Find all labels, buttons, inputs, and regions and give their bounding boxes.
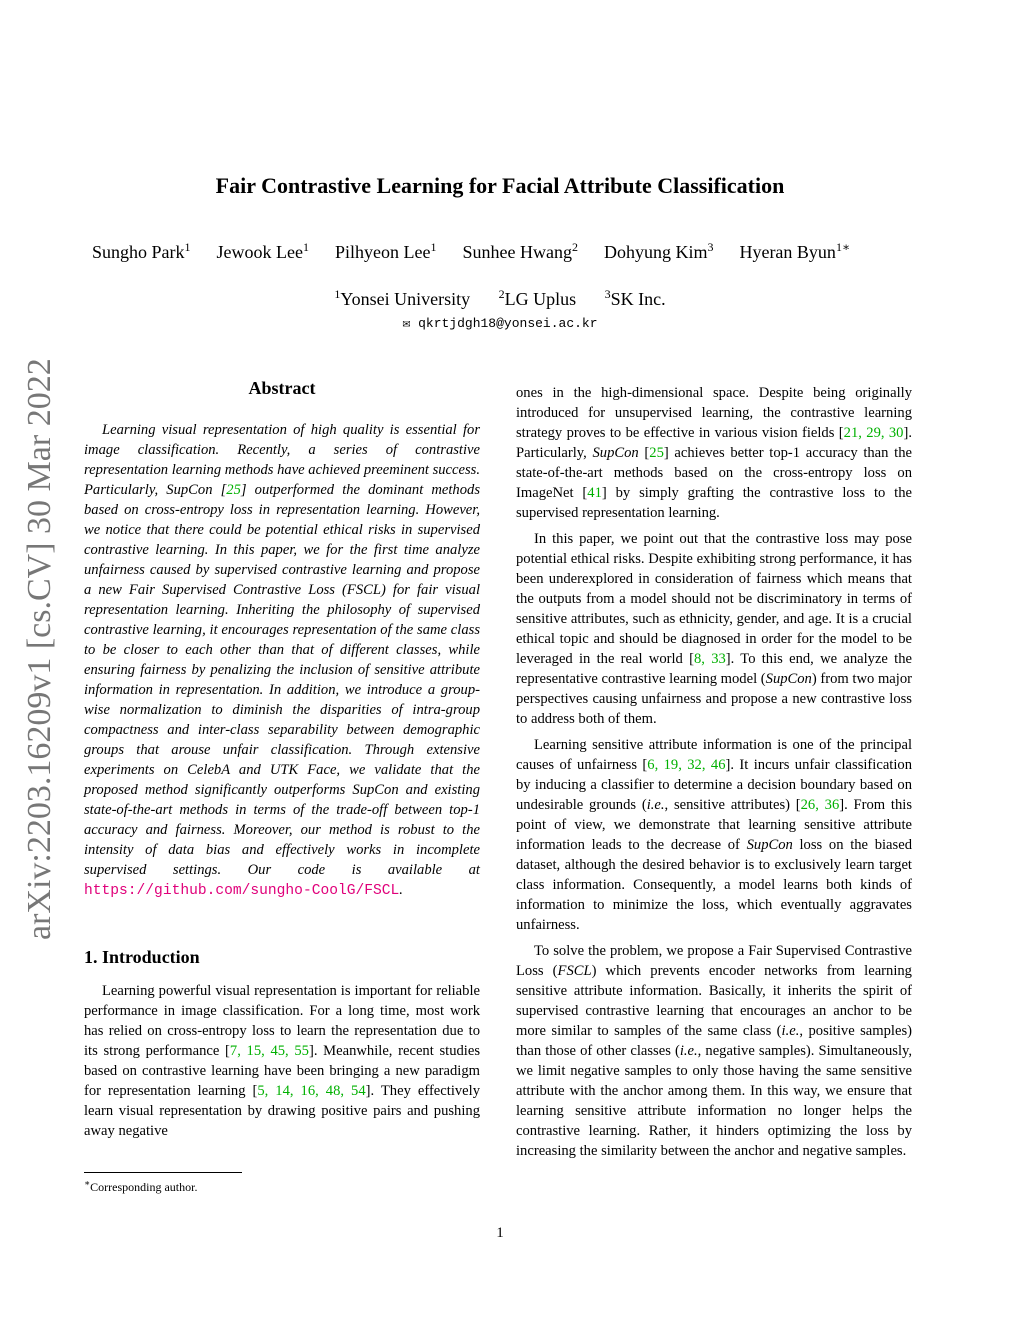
citation-link[interactable]: 26, 36 xyxy=(800,797,840,813)
body-paragraph: ones in the high-dimensional space. Despite being originally introduced for unsupervised learning, the contrastive learning strategy proves to be effective in various vision fields [21, 29, 30]. Particularly, SupCon [25] achieves better top-1 accuracy than the state-of-the-art methods based on the cross-entropy loss on ImageNet [41] by simply grafting the contrastive loss to the supervised representation learning. xyxy=(516,385,912,521)
section-heading-introduction: 1. Introduction xyxy=(84,947,200,967)
author: Hyeran Byun$^{1∗}$ xyxy=(739,240,851,262)
footnote-rule xyxy=(84,1172,242,1173)
author: Sunhee Hwang$^2$ xyxy=(462,240,578,262)
citation-link[interactable]: 8, 33 xyxy=(693,651,726,667)
citation-link[interactable]: 25 xyxy=(226,482,241,498)
affiliation: $^2$LG Uplus xyxy=(498,287,577,309)
citation-link[interactable]: 6, 19, 32, 46 xyxy=(647,757,726,773)
intro-paragraph: Learning powerful visual representation is important for reliable performance in image classification. For a long time, most work has relied on cross-entropy loss to learn the representation due to its strong performance [7, 15, 45, 55]. Meanwhile, recent studies based on contrastive learning have been bringing a new paradigm for representation learning [5, 14, 16, 48, 54]. They effectively learn visual representation by drawing positive pairs and pushing away negative xyxy=(84,983,480,1139)
abstract-heading: Abstract xyxy=(248,378,316,398)
contact-email[interactable]: ✉ qkrtjdgh18@yonsei.ac.kr xyxy=(402,316,598,331)
author-list xyxy=(92,240,932,263)
page-number: 1 xyxy=(496,1225,504,1241)
body-paragraph: To solve the problem, we propose a Fair Supervised Contrastive Loss (FSCL) which prevents encoder networks from learning sensitive attribute information. Basically, it inherits the spirit of supervised contrastive learning that encourages an anchor to be more similar to samples of the same class (i.e., positive samples) than those of other classes (i.e., negative samples). Simultaneously, we limit negative samples to only those having the same sensitive attribute with the anchor among them. In this way, we ensure that learning sensitive attribute information no longer helps the contrastive learning. Rather, it hinders optimizing the loss by increasing the similarity between the anchor and negative samples. xyxy=(516,943,912,1159)
code-url-link[interactable]: https://github.com/sungho-CoolG/FSCL xyxy=(84,883,400,899)
citation-link[interactable]: 5, 14, 16, 48, 54 xyxy=(257,1083,366,1099)
abstract-text: Learning visual representation of high quality is essential for image classification. Recently, a series of contrastive representation learning methods have achieved preeminent success. Particularly, SupCon [25] outperformed the dominant methods based on cross-entropy loss in representation learning. However, we notice that there could be potential ethical risks in supervised contrastive learning. In this paper, we for the first time analyze unfairness caused by supervised contrastive learning and propose a new Fair Supervised Contrastive Loss (FSCL) for fair visual representation learning. Inheriting the philosophy of supervised contrastive learning, it encourages representation of the same class to be closer to each other than that of different classes, while ensuring fairness by penalizing the inclusion of sensitive attribute information in representation. In addition, we introduce a group-wise normalization to diminish the disparities of intra-group compactness and inter-class separability between demographic groups that arouse unfair classification. Through extensive experiments on CelebA and UTK Face, we validate that the proposed method significantly outperforms SupCon and existing state-of-the-art methods in terms of the trade-off between top-1 accuracy and fairness. Moreover, our method is robust to the intensity of data bias and effectively works in incomplete supervised settings. Our code is available at https://github.com/sungho-CoolG/FSCL. xyxy=(84,422,480,899)
citation-link[interactable]: 21, 29, 30 xyxy=(843,425,904,441)
footnote: ∗Corresponding author. xyxy=(84,1178,198,1194)
author: Pilhyeon Lee$^1$ xyxy=(334,240,437,262)
citation-link[interactable]: 41 xyxy=(587,485,602,501)
affiliation: $^3$SK Inc. xyxy=(604,287,666,309)
author: Dohyung Kim$^3$ xyxy=(603,240,714,262)
right-column xyxy=(516,383,912,1167)
citation-link[interactable]: 25 xyxy=(649,445,664,461)
citation-link[interactable]: 7, 15, 45, 55 xyxy=(229,1043,309,1059)
author: Jewook Lee$^1$ xyxy=(216,240,309,262)
affiliation: $^1$Yonsei University xyxy=(334,287,471,309)
left-column xyxy=(84,378,480,1147)
body-paragraph: In this paper, we point out that the contrastive loss may pose potential ethical risks. Despite exhibiting strong performance, it has been underexplored in consideration of fairness which means that the outputs from a model should not be discriminatory in terms of sensitive attributes, such as ethnicity, gender, and age. It is a crucial ethical topic and should be diagnosed in order for the model to be leveraged in the real world [8, 33]. To this end, we analyze the representative contrastive learning model (SupCon) from two major perspectives causing unfairness and propose a new contrastive loss to address both of them. xyxy=(516,531,913,727)
arxiv-stamp: arXiv:2203.16209v1 [cs.CV] 30 Mar 2022 xyxy=(21,358,58,940)
body-paragraph: Learning sensitive attribute information is one of the principal causes of unfairness [6, 19, 32, 46]. It incurs unfair classification by inducing a classifier to determine a decision boundary based on undesirable grounds (i.e., sensitive attributes) [26, 36]. From this point of view, we demonstrate that learning sensitive attribute information leads to the decrease of SupCon loss on the biased dataset, although the desired behavior is to exclusively learn target class information. Consequently, a model learns both kinds of information to minimize the loss, which eventually aggravates unfairness. xyxy=(516,737,913,933)
affiliation-list xyxy=(0,287,1000,310)
paper-title: Fair Contrastive Learning for Facial Attribute Classification xyxy=(215,173,785,198)
author: Sungho Park$^1$ xyxy=(92,240,191,262)
